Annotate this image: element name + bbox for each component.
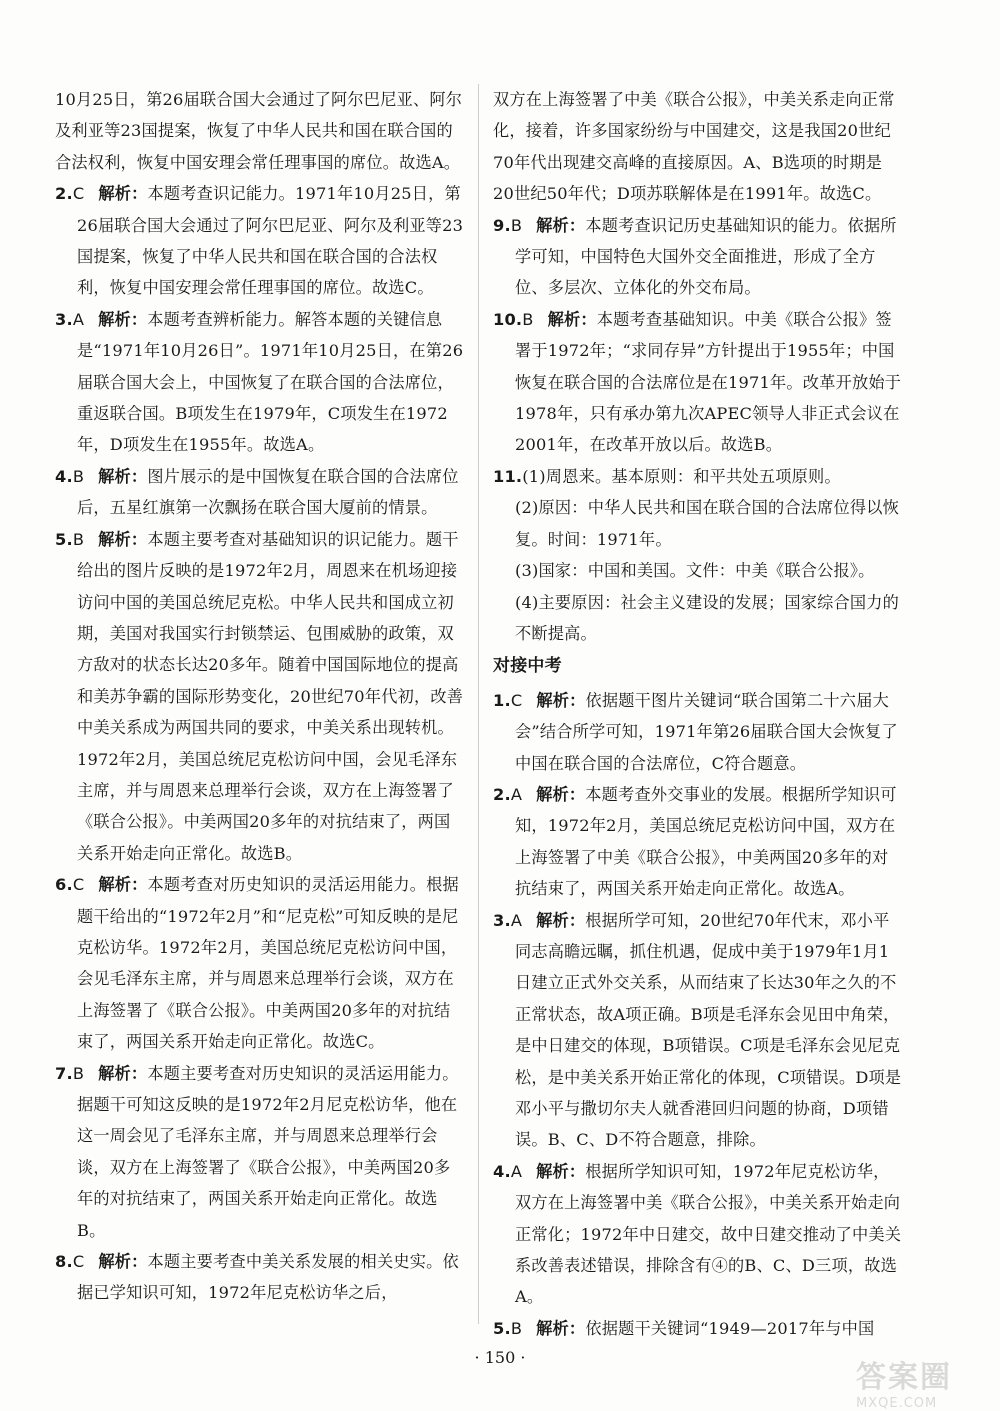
question-number: 9. <box>493 215 511 235</box>
question-number: 10. <box>493 309 523 329</box>
answer-item <box>55 524 465 869</box>
analysis-label: 解析： <box>536 784 586 804</box>
answer-item <box>55 1246 465 1309</box>
analysis-label: 解析： <box>98 1063 148 1083</box>
analysis-text: 根据所学知识可知，1972年尼克松访华，双方在上海签署中美《联合公报》，中美关系开始走向正常化；1972年中日建交，故中日建交推动了中美关系改善表述错误，排除含有④的B、C、D三项，故选A。 <box>515 1161 902 1307</box>
left-answer-list <box>55 178 465 1309</box>
answer-choice: A <box>510 910 523 930</box>
answer-item <box>493 1313 903 1344</box>
answer-choice: C <box>72 1252 85 1272</box>
question-number: 2. <box>493 784 511 804</box>
answer-item <box>55 461 465 524</box>
analysis-label: 解析： <box>536 910 586 930</box>
answer-choice: C <box>72 184 85 204</box>
analysis-label: 解析： <box>98 529 148 549</box>
section-heading: 对接中考 <box>493 656 562 677</box>
answer-item <box>55 304 465 461</box>
question-number: 4. <box>55 466 73 486</box>
answer-choice: C <box>72 875 85 895</box>
watermark-logo <box>856 1352 976 1411</box>
answer-item <box>493 779 903 905</box>
watermark-url: MXQE.COM <box>856 1396 938 1411</box>
right-answer-list <box>493 210 903 461</box>
analysis-text: 本题主要考查中美关系发展的相关史实。依据已学知识可知，1972年尼克松访华之后， <box>77 1252 459 1303</box>
question-number: 7. <box>55 1063 73 1083</box>
answer-choice: A <box>72 309 85 329</box>
answer-line: (3)国家：中国和美国。文件：中美《联合公报》。 <box>515 561 875 581</box>
continued-paragraph: 10月25日，第26届联合国大会通过了阿尔巴尼亚、阿尔及利亚等23国提案，恢复了中华人民共和国在联合国的合法权利，恢复中国安理会常任理事国的席位。故选A。 <box>55 90 463 172</box>
answer-line: (4)主要原因：社会主义建设的发展；国家综合国力的不断提高。 <box>515 592 900 643</box>
analysis-text: 图片展示的是中国恢复在联合国的合法席位后，五星红旗第一次飘扬在联合国大厦前的情景。 <box>77 466 459 518</box>
answer-item <box>55 178 465 304</box>
answer-choice: A <box>510 1161 523 1181</box>
answer-choice: B <box>510 215 523 235</box>
answer-item <box>55 869 465 1057</box>
question-number: 11. <box>493 466 523 486</box>
analysis-text: 本题考查识记历史基础知识的能力。依据所学可知，中国特色大国外交全面推进，形成了全方位、多层次、立体化的外交布局。 <box>515 215 897 298</box>
answer-line: (1)周恩来。基本原则：和平共处五项原则。 <box>522 466 841 486</box>
analysis-text: 本题考查识记能力。1971年10月25日，第26届联合国大会通过了阿尔巴尼亚、阿尔及利亚等23国提案，恢复了中华人民共和国在联合国的合法权利，恢复中国安理会常任理事国的席位。故选C。 <box>77 184 464 298</box>
page-number: · 150 · <box>474 1348 526 1367</box>
question-number: 1. <box>493 690 511 710</box>
left-column <box>55 84 465 1309</box>
analysis-text: 依据题干图片关键词“联合国第二十六届大会”结合所学可知，1971年第26届联合国大会恢复了中国在联合国的合法席位，C符合题意。 <box>515 690 898 773</box>
answer-item <box>493 685 903 779</box>
answer-line: (2)原因：中华人民共和国在联合国的合法席位得以恢复。时间：1971年。 <box>515 498 900 549</box>
column-divider <box>478 84 479 1324</box>
question-number: 8. <box>55 1252 73 1272</box>
analysis-label: 解析： <box>98 466 148 486</box>
question-number: 3. <box>493 910 511 930</box>
analysis-label: 解析： <box>98 184 148 204</box>
analysis-label: 解析： <box>98 875 148 895</box>
analysis-text: 本题主要考查对历史知识的灵活运用能力。据题干可知这反映的是1972年2月尼克松访华，他在这一周会见了毛泽东主席，并与周恩来总理举行会谈，双方在上海签署了《联合公报》，中美两国20多年的对抗结束了，两国关系开始走向正常化。故选B。 <box>77 1063 459 1240</box>
analysis-text: 本题考查基础知识。中美《联合公报》签署于1972年；“求同存异”方针提出于1955年；中国恢复在联合国的合法席位是在1971年。改革开放始于1978年，只有承办第九次APEC领导人非正式会议在2001年，在改革开放以后。故选B。 <box>515 309 902 455</box>
analysis-label: 解析： <box>98 1252 148 1272</box>
analysis-text: 本题考查外交事业的发展。根据所学知识可知，1972年2月，美国总统尼克松访问中国，双方在上海签署了中美《联合公报》，中美两国20多年的对抗结束了，两国关系开始走向正常化。故选A。 <box>515 784 897 899</box>
answer-item <box>493 304 903 461</box>
answer-item <box>55 1058 465 1246</box>
question-number: 5. <box>55 529 73 549</box>
continued-paragraph: 双方在上海签署了中美《联合公报》，中美关系走向正常化，接着，许多国家纷纷与中国建交，这是我国20世纪70年代出现建交高峰的直接原因。A、B选项的时期是20世纪50年代；D项苏联解体是在1991年。故选C。 <box>493 90 895 204</box>
analysis-label: 解析： <box>98 309 148 329</box>
analysis-text: 根据所学可知，20世纪70年代末，邓小平同志高瞻远瞩，抓住机遇，促成中美于1979年1月1日建立正式外交关系，从而结束了长达30年之久的不正常状态，故A项正确。B项是毛泽东会见田中角荣，是中日建交的体现，B项错误。C项是毛泽东会见尼克松，是中美关系开始正常化的体现，C项错误。D项是邓小平与撒切尔夫人就香港回归问题的协商，D项错误。B、C、D不符合题意，排除。 <box>515 910 902 1150</box>
analysis-text: 本题主要考查对基础知识的识记能力。题干给出的图片反映的是1972年2月，周恩来在机场迎接访问中国的美国总统尼克松。中华人民共和国成立初期，美国对我国实行封锁禁运、包围威胁的政策，双方敌对的状态长达20多年。随着中国国际地位的提高和美苏争霸的国际形势变化，20世纪70年代初，改善中美关系成为两国共同的要求，中美关系出现转机。1972年2月，美国总统尼克松访问中国，会见毛泽东主席，并与周恩来总理举行会谈，双方在上海签署了《联合公报》。中美两国20多年的对抗结束了，两国关系开始走向正常化。故选B。 <box>77 529 464 863</box>
question-number: 4. <box>493 1161 511 1181</box>
analysis-label: 解析： <box>536 215 586 235</box>
watermark-text: 答案圈 <box>856 1360 952 1395</box>
analysis-text: 本题考查对历史知识的灵活运用能力。根据题干给出的“1972年2月”和“尼克松”可知反映的是尼克松访华。1972年2月，美国总统尼克松访问中国，会见毛泽东主席，并与周恩来总理举行会谈，双方在上海签署了《联合公报》。中美两国20多年的对抗结束了，两国关系开始走向正常化。故选C。 <box>77 875 459 1052</box>
exam-answer-list <box>493 685 903 1345</box>
answer-choice: B <box>522 309 534 329</box>
right-column <box>493 84 903 1344</box>
analysis-label: 解析： <box>536 690 586 710</box>
question-number: 5. <box>493 1318 511 1338</box>
analysis-text: 依据题干关键词“1949—2017年与中国 <box>585 1318 875 1338</box>
analysis-label: 解析： <box>547 309 597 329</box>
answer-choice: B <box>510 1318 523 1338</box>
question-number: 2. <box>55 184 73 204</box>
answer-choice: B <box>72 1063 85 1083</box>
answer-item <box>493 1156 903 1313</box>
answer-item <box>493 905 903 1156</box>
analysis-label: 解析： <box>536 1318 586 1338</box>
answer-choice: C <box>510 690 523 710</box>
answer-item-11 <box>493 461 903 492</box>
analysis-text: 本题考查辨析能力。解答本题的关键信息是“1971年10月26日”。1971年10月25日，在第26届联合国大会上，中国恢复了在联合国的合法席位，重返联合国。B项发生在1979年，C项发生在1972年，D项发生在1955年。故选A。 <box>77 309 464 455</box>
answer-choice: A <box>510 784 523 804</box>
answer-choice: B <box>72 466 85 486</box>
answer-choice: B <box>72 529 85 549</box>
answer-item <box>493 210 903 304</box>
analysis-label: 解析： <box>536 1161 586 1181</box>
question-number: 6. <box>55 875 73 895</box>
question-number: 3. <box>55 309 73 329</box>
